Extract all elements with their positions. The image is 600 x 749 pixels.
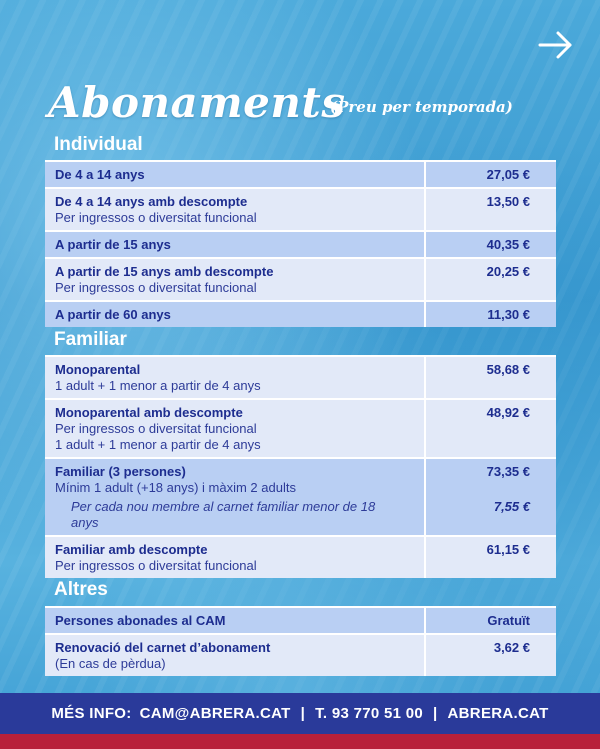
row-price: 48,92 € bbox=[486, 405, 530, 420]
row-label: Renovació del carnet d’abonament bbox=[55, 640, 271, 655]
table-row bbox=[45, 302, 556, 327]
section-heading-individual: Individual bbox=[54, 134, 143, 155]
row-label: De 4 a 14 anys bbox=[55, 167, 145, 182]
row-label: Familiar amb descompte bbox=[55, 542, 208, 557]
row-price: 11,30 € bbox=[487, 307, 530, 322]
page-subtitle: (Preu per temporada) bbox=[330, 98, 513, 116]
table-row bbox=[45, 608, 556, 635]
footer-separator: | bbox=[433, 705, 438, 722]
row-price: Gratuït bbox=[487, 613, 530, 628]
row-price: 20,25 € bbox=[486, 264, 530, 279]
footer-web-link[interactable]: ABRERA.CAT bbox=[447, 705, 549, 722]
row-label: A partir de 15 anys amb descompte bbox=[55, 264, 274, 279]
row-sub: (En cas de pèrdua) bbox=[55, 656, 166, 671]
table-row bbox=[45, 537, 556, 578]
table-row bbox=[45, 459, 556, 537]
page-title: Abonaments bbox=[48, 78, 346, 127]
row-sub: Per ingressos o diversitat funcional bbox=[55, 280, 257, 295]
table-row bbox=[45, 259, 556, 302]
table-row bbox=[45, 232, 556, 259]
row-label: Familiar (3 persones) bbox=[55, 464, 186, 479]
table-altres bbox=[45, 606, 556, 676]
section-heading-familiar: Familiar bbox=[54, 329, 127, 350]
row-label: A partir de 60 anys bbox=[55, 307, 171, 322]
table-row bbox=[45, 357, 556, 400]
row-price: 61,15 € bbox=[486, 542, 530, 557]
row-sub: 1 adult + 1 menor a partir de 4 anys bbox=[55, 378, 261, 393]
row-price: 27,05 € bbox=[486, 167, 530, 182]
table-familiar bbox=[45, 355, 556, 578]
footer-phone-link[interactable]: T. 93 770 51 00 bbox=[315, 705, 424, 722]
footer-info-label: MÉS INFO: bbox=[51, 705, 132, 722]
row-price: 13,50 € bbox=[486, 194, 530, 209]
table-row bbox=[45, 189, 556, 232]
next-arrow-icon[interactable] bbox=[538, 30, 574, 60]
row-sub-2: 1 adult + 1 menor a partir de 4 anys bbox=[55, 437, 261, 452]
row-price: 40,35 € bbox=[486, 237, 530, 252]
footer-stripe bbox=[0, 734, 600, 749]
row-sub: Per ingressos o diversitat funcional bbox=[55, 210, 257, 225]
row-sub: Per ingressos o diversitat funcional bbox=[55, 558, 257, 573]
row-price: 3,62 € bbox=[493, 640, 530, 655]
row-sub: Per ingressos o diversitat funcional bbox=[55, 421, 257, 436]
table-row bbox=[45, 162, 556, 189]
row-label: De 4 a 14 anys amb descompte bbox=[55, 194, 248, 209]
footer-separator: | bbox=[300, 705, 306, 722]
table-individual bbox=[45, 160, 556, 327]
row-price: 73,35 € bbox=[486, 464, 530, 479]
table-row bbox=[45, 635, 556, 676]
section-heading-altres: Altres bbox=[54, 579, 108, 600]
row-label: Persones abonades al CAM bbox=[55, 613, 226, 628]
row-sub: Mínim 1 adult (+18 anys) i màxim 2 adults bbox=[55, 480, 296, 495]
row-note: Per cada nou membre al carnet familiar menor de 18 anys bbox=[71, 499, 376, 530]
footer-email-link[interactable]: CAM@ABRERA.CAT bbox=[139, 705, 291, 722]
table-row bbox=[45, 400, 556, 459]
footer-info-bar bbox=[0, 693, 600, 734]
row-note-price: 7,55 € bbox=[493, 499, 530, 514]
row-label: Monoparental bbox=[55, 362, 141, 377]
row-label: Monoparental amb descompte bbox=[55, 405, 243, 420]
row-label: A partir de 15 anys bbox=[55, 237, 171, 252]
row-price: 58,68 € bbox=[486, 362, 530, 377]
